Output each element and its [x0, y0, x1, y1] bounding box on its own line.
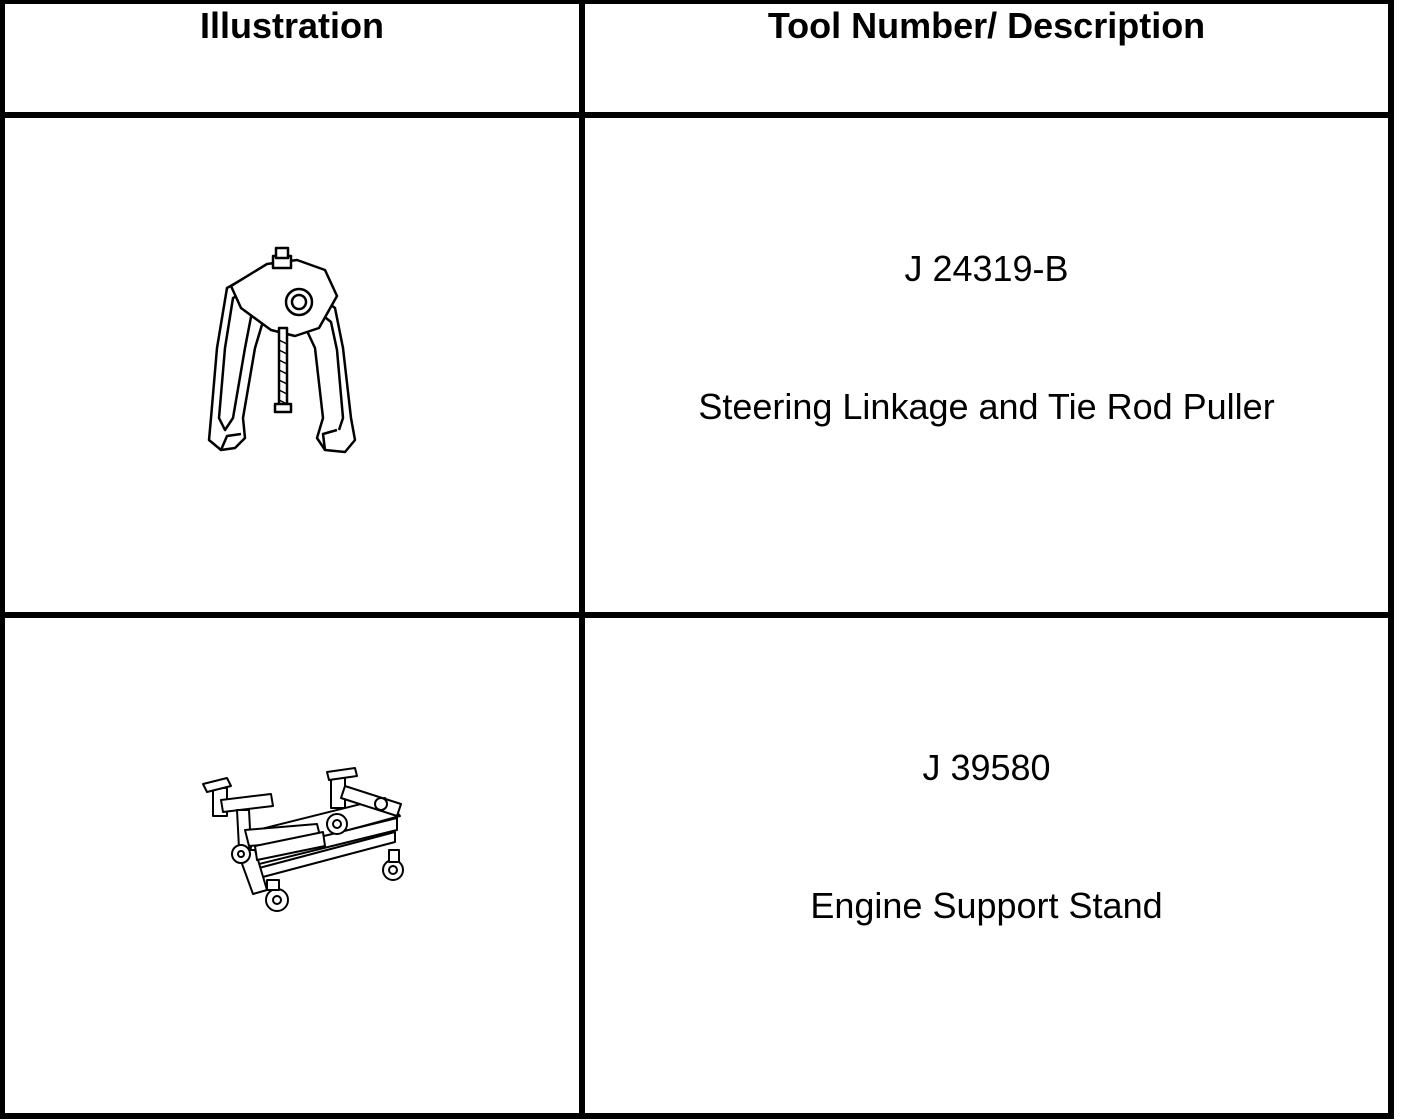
- header-cell-tool: [585, 6, 1388, 46]
- row-1-tool-cell: [585, 118, 1388, 612]
- tool-description: Steering Linkage and Tie Rod Puller: [698, 386, 1275, 427]
- header-illustration: Illustration: [199, 5, 384, 46]
- tool-number: J 24319-B: [904, 248, 1069, 289]
- row-2-tool-cell: [585, 618, 1388, 1113]
- header-tool-description: Tool Number/ Description: [767, 5, 1206, 46]
- tie-rod-puller-icon: [5, 118, 579, 612]
- table-border-top: [0, 0, 1394, 4]
- tool-number: J 39580: [922, 747, 1051, 788]
- engine-support-stand-icon: [5, 618, 579, 1113]
- tool-description: Engine Support Stand: [810, 885, 1163, 926]
- header-cell-illustration: [5, 6, 579, 46]
- table-border-right: [1388, 0, 1394, 1119]
- row-1-illustration-cell: [5, 118, 579, 612]
- row-2-illustration-cell: [5, 618, 579, 1113]
- table-border-bottom: [0, 1113, 1394, 1119]
